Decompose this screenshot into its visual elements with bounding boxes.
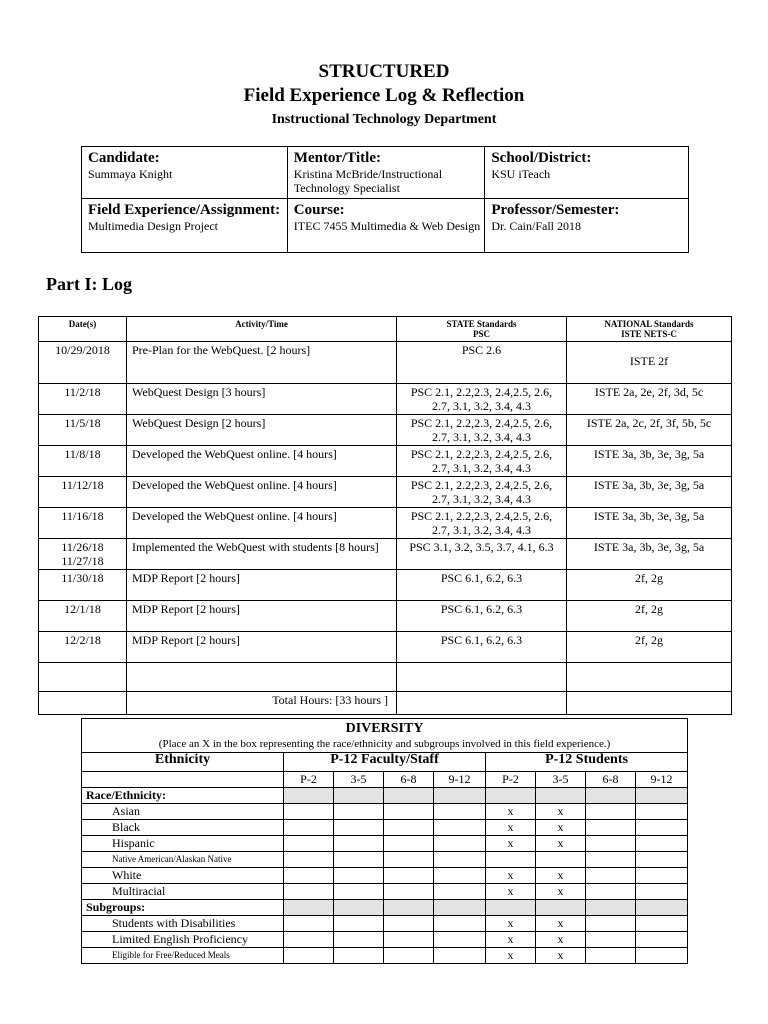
shaded-cell	[536, 900, 586, 916]
diversity-mark-cell[interactable]	[284, 868, 334, 884]
diversity-row-label: Hispanic	[82, 836, 284, 852]
diversity-mark-cell[interactable]	[636, 948, 688, 964]
log-national-standards: ISTE 3a, 3b, 3e, 3g, 5a	[567, 539, 732, 570]
diversity-row-label: Eligible for Free/Reduced Meals	[82, 948, 284, 964]
log-header-national	[567, 317, 732, 342]
diversity-mark-cell[interactable]	[334, 884, 384, 900]
diversity-mark-cell[interactable]	[334, 836, 384, 852]
log-header-activity: Activity/Time	[127, 317, 397, 342]
log-date: 11/12/18	[61, 478, 104, 492]
diversity-mark-cell[interactable]	[486, 852, 536, 868]
diversity-mark-cell[interactable]: x	[536, 948, 586, 964]
log-date-cell	[39, 415, 127, 446]
subgroups-label: Subgroups:	[82, 900, 284, 916]
diversity-row	[82, 948, 688, 964]
document-header	[0, 0, 768, 130]
diversity-mark-cell[interactable]	[284, 916, 334, 932]
faculty-header: P-12 Faculty/Staff	[284, 753, 486, 772]
log-state-standards: PSC 2.6	[397, 342, 567, 384]
log-state-standards: PSC 2.1, 2.2,2.3, 2.4,2.5, 2.6, 2.7, 3.1, 3.2, 3.4, 4.3	[397, 415, 567, 446]
log-header-state-line2: PSC	[472, 329, 490, 339]
diversity-row-label: Asian	[82, 804, 284, 820]
shaded-cell	[636, 900, 688, 916]
diversity-mark-cell[interactable]	[334, 948, 384, 964]
log-date: 12/2/18	[64, 633, 101, 647]
diversity-mark-cell[interactable]: x	[486, 884, 536, 900]
diversity-mark-cell[interactable]	[384, 820, 434, 836]
mentor-label: Mentor/Title:	[293, 150, 381, 166]
log-table	[38, 316, 732, 715]
log-row	[39, 570, 732, 601]
diversity-mark-cell[interactable]	[586, 916, 636, 932]
shaded-cell	[586, 900, 636, 916]
diversity-row	[82, 932, 688, 948]
grade-header: 3-5	[334, 772, 384, 788]
shaded-cell	[384, 900, 434, 916]
diversity-body	[82, 719, 688, 964]
log-date-cell	[39, 570, 127, 601]
log-total-blank	[567, 692, 732, 715]
log-national-standards: ISTE 2a, 2c, 2f, 3f, 5b, 5c	[567, 415, 732, 446]
log-activity: WebQuest Design [3 hours]	[127, 384, 397, 415]
diversity-mark-cell[interactable]	[586, 932, 636, 948]
diversity-row-label: Black	[82, 820, 284, 836]
diversity-mark-cell[interactable]	[284, 804, 334, 820]
diversity-mark-cell[interactable]: x	[536, 932, 586, 948]
log-activity: Developed the WebQuest online. [4 hours]	[127, 446, 397, 477]
diversity-mark-cell[interactable]	[434, 804, 486, 820]
diversity-mark-cell[interactable]	[384, 948, 434, 964]
diversity-mark-cell[interactable]	[434, 852, 486, 868]
diversity-mark-cell[interactable]	[636, 868, 688, 884]
diversity-row-label: Students with Disabilities	[82, 916, 284, 932]
ethnicity-header: Ethnicity	[82, 753, 284, 772]
diversity-mark-cell[interactable]: x	[486, 916, 536, 932]
log-state-standards: PSC 2.1, 2.2,2.3, 2.4,2.5, 2.6, 2.7, 3.1, 3.2, 3.4, 4.3	[397, 477, 567, 508]
grade-header: 6-8	[384, 772, 434, 788]
log-activity: MDP Report [2 hours]	[127, 632, 397, 663]
log-row	[39, 539, 732, 570]
diversity-row-label: Multiracial	[82, 884, 284, 900]
grade-header-row	[82, 772, 688, 788]
log-date-second: 11/27/18	[61, 554, 104, 568]
shaded-cell	[284, 900, 334, 916]
grade-header: P-2	[486, 772, 536, 788]
assignment-label: Field Experience/Assignment:	[88, 202, 281, 218]
log-total-blank	[39, 692, 127, 715]
log-national-standards: 2f, 2g	[567, 601, 732, 632]
diversity-mark-cell[interactable]: x	[536, 836, 586, 852]
log-header-state-line1: STATE Standards	[446, 319, 517, 329]
diversity-title: DIVERSITY	[345, 721, 424, 736]
diversity-mark-cell[interactable]	[636, 804, 688, 820]
title-department: Instructional Technology Department	[271, 112, 497, 127]
assignment-value: Multimedia Design Project	[88, 219, 218, 233]
diversity-mark-cell[interactable]	[384, 916, 434, 932]
diversity-mark-cell[interactable]	[636, 916, 688, 932]
course-cell	[287, 199, 485, 253]
diversity-mark-cell[interactable]	[636, 884, 688, 900]
log-date-cell	[39, 446, 127, 477]
diversity-mark-cell[interactable]	[536, 852, 586, 868]
diversity-mark-cell[interactable]	[384, 852, 434, 868]
shaded-cell	[434, 900, 486, 916]
log-empty-cell	[567, 663, 732, 692]
diversity-mark-cell[interactable]	[334, 852, 384, 868]
diversity-mark-cell[interactable]	[334, 916, 384, 932]
log-national-standards: ISTE 3a, 3b, 3e, 3g, 5a	[567, 508, 732, 539]
title-log-reflection: Field Experience Log & Reflection	[243, 85, 525, 106]
grade-header: P-2	[284, 772, 334, 788]
log-date: 11/16/18	[61, 509, 104, 523]
school-label: School/District:	[491, 150, 592, 166]
diversity-mark-cell[interactable]	[636, 932, 688, 948]
diversity-mark-cell[interactable]	[434, 884, 486, 900]
diversity-mark-cell[interactable]	[636, 820, 688, 836]
log-empty-cell	[127, 663, 397, 692]
log-row	[39, 446, 732, 477]
log-date-cell	[39, 342, 127, 384]
log-national-standards: ISTE 2f	[567, 342, 732, 384]
diversity-mark-cell[interactable]: x	[536, 884, 586, 900]
log-national-standards: ISTE 3a, 3b, 3e, 3g, 5a	[567, 477, 732, 508]
log-state-standards: PSC 2.1, 2.2,2.3, 2.4,2.5, 2.6, 2.7, 3.1, 3.2, 3.4, 4.3	[397, 508, 567, 539]
shaded-cell	[284, 788, 334, 804]
diversity-mark-cell[interactable]: x	[486, 820, 536, 836]
subgroups-label-row	[82, 900, 688, 916]
diversity-mark-cell[interactable]: x	[536, 916, 586, 932]
diversity-mark-cell[interactable]	[434, 820, 486, 836]
diversity-row	[82, 916, 688, 932]
diversity-mark-cell[interactable]	[284, 820, 334, 836]
diversity-mark-cell[interactable]	[434, 932, 486, 948]
log-header-dates: Date(s)	[39, 317, 127, 342]
diversity-mark-cell[interactable]	[334, 932, 384, 948]
log-date-cell	[39, 632, 127, 663]
grade-header-blank	[82, 772, 284, 788]
diversity-mark-cell[interactable]	[586, 852, 636, 868]
candidate-label: Candidate:	[88, 150, 160, 166]
course-value: ITEC 7455 Multimedia & Web Design	[293, 219, 481, 233]
shaded-cell	[334, 900, 384, 916]
diversity-mark-cell[interactable]	[586, 868, 636, 884]
log-empty-row	[39, 663, 732, 692]
grade-header: 6-8	[586, 772, 636, 788]
diversity-mark-cell[interactable]	[384, 868, 434, 884]
diversity-mark-cell[interactable]	[434, 868, 486, 884]
school-value: KSU iTeach	[491, 167, 551, 181]
diversity-mark-cell[interactable]	[284, 884, 334, 900]
shaded-cell	[486, 900, 536, 916]
candidate-value: Summaya Knight	[88, 167, 173, 181]
diversity-row	[82, 868, 688, 884]
diversity-row	[82, 852, 688, 868]
log-national-standards: ISTE 2a, 2e, 2f, 3d, 5c	[567, 384, 732, 415]
diversity-mark-cell[interactable]	[636, 836, 688, 852]
log-empty-cell	[397, 663, 567, 692]
shaded-cell	[586, 788, 636, 804]
diversity-row-label: Limited English Proficiency	[82, 932, 284, 948]
log-row	[39, 632, 732, 663]
mentor-value: Kristina McBride/Instructional Technology Specialist	[293, 167, 443, 195]
diversity-table	[81, 718, 688, 964]
log-row	[39, 601, 732, 632]
log-date: 11/30/18	[61, 571, 104, 585]
log-national-standards: 2f, 2g	[567, 570, 732, 601]
diversity-row-label: Native American/Alaskan Native	[82, 852, 284, 868]
log-state-standards: PSC 6.1, 6.2, 6.3	[397, 570, 567, 601]
log-date-cell	[39, 477, 127, 508]
students-header: P-12 Students	[486, 753, 688, 772]
diversity-mark-cell[interactable]	[434, 836, 486, 852]
professor-value: Dr. Cain/Fall 2018	[491, 219, 582, 233]
diversity-mark-cell[interactable]	[434, 948, 486, 964]
log-row	[39, 415, 732, 446]
shaded-cell	[334, 788, 384, 804]
diversity-mark-cell[interactable]	[284, 852, 334, 868]
diversity-mark-cell[interactable]	[334, 820, 384, 836]
diversity-mark-cell[interactable]	[434, 916, 486, 932]
diversity-mark-cell[interactable]: x	[486, 948, 536, 964]
grade-header: 3-5	[536, 772, 586, 788]
diversity-mark-cell[interactable]: x	[486, 836, 536, 852]
diversity-mark-cell[interactable]: x	[486, 932, 536, 948]
log-total-row	[39, 692, 732, 715]
log-date: 11/5/18	[64, 416, 101, 430]
shaded-cell	[486, 788, 536, 804]
shaded-cell	[434, 788, 486, 804]
log-row	[39, 508, 732, 539]
log-activity: MDP Report [2 hours]	[127, 570, 397, 601]
title-structured: STRUCTURED	[318, 61, 450, 82]
diversity-mark-cell[interactable]	[636, 852, 688, 868]
log-date-cell	[39, 384, 127, 415]
log-row	[39, 384, 732, 415]
diversity-mark-cell[interactable]	[586, 884, 636, 900]
log-empty-cell	[39, 663, 127, 692]
log-activity: Pre-Plan for the WebQuest. [2 hours]	[127, 342, 397, 384]
diversity-subtitle: (Place an X in the box representing the race/ethnicity and subgroups involved in this field experience.)	[158, 738, 611, 750]
mentor-cell	[287, 147, 485, 199]
log-header-national-line2: ISTE NETS-C	[621, 329, 677, 339]
diversity-mark-cell[interactable]	[384, 836, 434, 852]
diversity-mark-cell[interactable]	[384, 932, 434, 948]
log-date: 10/29/2018	[55, 343, 110, 357]
diversity-mark-cell[interactable]: x	[536, 804, 586, 820]
race-ethnicity-label-row	[82, 788, 688, 804]
diversity-mark-cell[interactable]	[284, 948, 334, 964]
log-header-state	[397, 317, 567, 342]
diversity-mark-cell[interactable]: x	[536, 868, 586, 884]
diversity-row	[82, 836, 688, 852]
diversity-mark-cell[interactable]	[586, 948, 636, 964]
log-body	[39, 342, 732, 715]
professor-cell	[485, 199, 689, 253]
log-row	[39, 342, 732, 384]
diversity-mark-cell[interactable]	[334, 868, 384, 884]
log-activity: Developed the WebQuest online. [4 hours]	[127, 508, 397, 539]
log-date: 11/8/18	[64, 447, 101, 461]
log-date-cell	[39, 601, 127, 632]
diversity-mark-cell[interactable]	[586, 804, 636, 820]
log-activity: MDP Report [2 hours]	[127, 601, 397, 632]
diversity-title-cell	[82, 719, 688, 753]
log-date-cell	[39, 508, 127, 539]
log-state-standards: PSC 6.1, 6.2, 6.3	[397, 632, 567, 663]
diversity-row	[82, 820, 688, 836]
school-cell	[485, 147, 689, 199]
diversity-mark-cell[interactable]	[284, 836, 334, 852]
shaded-cell	[636, 788, 688, 804]
diversity-mark-cell[interactable]	[586, 836, 636, 852]
diversity-mark-cell[interactable]	[384, 804, 434, 820]
info-table	[81, 146, 689, 253]
diversity-mark-cell[interactable]	[284, 932, 334, 948]
diversity-mark-cell[interactable]: x	[486, 868, 536, 884]
diversity-row	[82, 804, 688, 820]
assignment-cell	[82, 199, 288, 253]
log-date: 11/2/18	[64, 385, 101, 399]
candidate-cell	[82, 147, 288, 199]
diversity-mark-cell[interactable]	[384, 884, 434, 900]
log-date: 12/1/18	[64, 602, 101, 616]
diversity-row	[82, 884, 688, 900]
log-date: 11/26/18	[61, 540, 104, 554]
diversity-mark-cell[interactable]: x	[486, 804, 536, 820]
log-state-standards: PSC 6.1, 6.2, 6.3	[397, 601, 567, 632]
race-ethnicity-label: Race/Ethnicity:	[82, 788, 284, 804]
log-activity: WebQuest Design [2 hours]	[127, 415, 397, 446]
log-activity: Developed the WebQuest online. [4 hours]	[127, 477, 397, 508]
log-header-national-line1: NATIONAL Standards	[604, 319, 694, 329]
log-national-standards: ISTE 3a, 3b, 3e, 3g, 5a	[567, 446, 732, 477]
log-state-standards: PSC 2.1, 2.2,2.3, 2.4,2.5, 2.6, 2.7, 3.1, 3.2, 3.4, 4.3	[397, 446, 567, 477]
grade-header: 9-12	[434, 772, 486, 788]
log-total-hours: Total Hours: [33 hours ]	[127, 692, 397, 715]
log-total-blank	[397, 692, 567, 715]
course-label: Course:	[293, 202, 345, 218]
log-state-standards: PSC 2.1, 2.2,2.3, 2.4,2.5, 2.6, 2.7, 3.1, 3.2, 3.4, 4.3	[397, 384, 567, 415]
shaded-cell	[384, 788, 434, 804]
part1-heading: Part I: Log	[46, 274, 132, 294]
log-date-cell	[39, 539, 127, 570]
log-row	[39, 477, 732, 508]
log-national-standards: 2f, 2g	[567, 632, 732, 663]
diversity-mark-cell[interactable]	[334, 804, 384, 820]
professor-label: Professor/Semester:	[491, 202, 620, 218]
log-activity: Implemented the WebQuest with students [8 hours]	[127, 539, 397, 570]
log-state-standards: PSC 3.1, 3.2, 3.5, 3.7, 4.1, 6.3	[397, 539, 567, 570]
diversity-row-label: White	[82, 868, 284, 884]
diversity-mark-cell[interactable]: x	[536, 820, 586, 836]
grade-header: 9-12	[636, 772, 688, 788]
shaded-cell	[536, 788, 586, 804]
diversity-mark-cell[interactable]	[586, 820, 636, 836]
